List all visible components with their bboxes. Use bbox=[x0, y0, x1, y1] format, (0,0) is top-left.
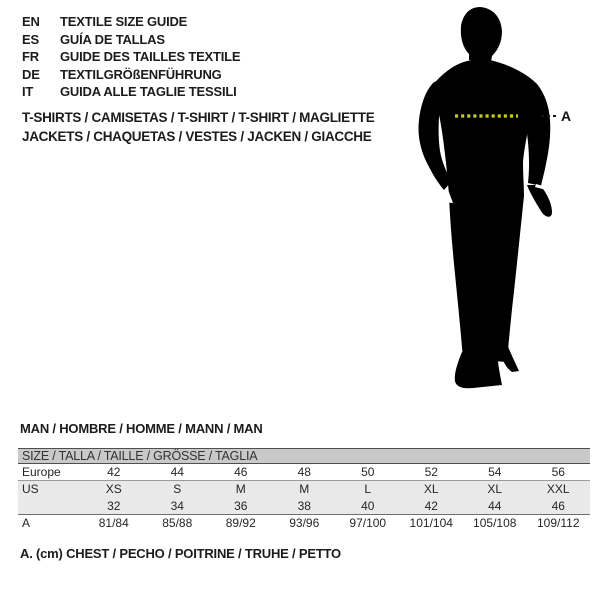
row-label: A bbox=[22, 516, 31, 531]
size-cell: 52 bbox=[424, 465, 438, 479]
language-code: DE bbox=[22, 66, 40, 82]
table-row-europe bbox=[18, 464, 590, 481]
language-code: ES bbox=[22, 31, 39, 47]
language-code: FR bbox=[22, 49, 39, 65]
size-cell: XL bbox=[423, 482, 439, 497]
size-cell: S bbox=[173, 482, 182, 497]
silhouette-legs bbox=[449, 196, 524, 362]
language-code: EN bbox=[22, 14, 40, 30]
size-cell: 89/92 bbox=[225, 516, 256, 531]
size-cell: M bbox=[235, 482, 246, 497]
silhouette-right-hand bbox=[527, 185, 552, 217]
size-cell: XL bbox=[487, 482, 503, 497]
language-label: TEXTILE SIZE GUIDE bbox=[60, 14, 188, 30]
table-row-chest-cm bbox=[18, 515, 590, 532]
measure-label-a: A bbox=[561, 108, 572, 124]
language-row-es bbox=[22, 31, 240, 49]
size-cell: XS bbox=[105, 482, 122, 497]
language-list bbox=[22, 13, 240, 101]
size-cell: 105/108 bbox=[473, 516, 517, 531]
size-cell: 81/84 bbox=[98, 516, 129, 531]
size-cell: 34 bbox=[170, 498, 184, 513]
measurement-footnote: A. (cm) CHEST / PECHO / POITRINE / TRUHE / PETTO bbox=[20, 546, 341, 561]
section-title-man: MAN / HOMBRE / HOMME / MANN / MAN bbox=[20, 421, 263, 436]
size-cell: 54 bbox=[488, 465, 502, 479]
size-cell: 32 bbox=[107, 498, 121, 513]
size-cell: 40 bbox=[361, 498, 375, 513]
garment-categories bbox=[22, 108, 374, 146]
language-label: TEXTILGRÖßENFÜHRUNG bbox=[60, 66, 222, 82]
size-cell: 109/112 bbox=[537, 516, 580, 531]
size-cell: 46 bbox=[551, 498, 565, 513]
size-cell: 50 bbox=[361, 465, 375, 479]
size-cell: 38 bbox=[297, 498, 311, 513]
category-line-tshirts: T-SHIRTS / CAMISETAS / T-SHIRT / T-SHIRT / MAGLIETTE bbox=[22, 110, 375, 125]
size-cell: 97/100 bbox=[349, 516, 387, 531]
row-label: Europe bbox=[22, 465, 61, 479]
man-silhouette bbox=[400, 4, 580, 396]
silhouette-head bbox=[461, 7, 502, 62]
size-cell: 42 bbox=[424, 498, 438, 513]
size-cell: XXL bbox=[546, 482, 570, 497]
size-cell: 101/104 bbox=[409, 516, 453, 531]
silhouette-front-foot bbox=[455, 352, 502, 388]
size-table bbox=[18, 448, 590, 532]
table-header-label: SIZE / TALLA / TAILLE / GRÖSSE / TAGLIA bbox=[18, 449, 590, 464]
size-cell: 36 bbox=[234, 498, 248, 513]
size-cell: 46 bbox=[234, 465, 248, 479]
size-cell: 56 bbox=[551, 465, 565, 479]
size-cell: 44 bbox=[170, 465, 184, 479]
size-cell: 93/96 bbox=[289, 516, 320, 531]
language-row-it bbox=[22, 83, 240, 101]
size-cell: 48 bbox=[297, 465, 311, 479]
table-row-us bbox=[18, 481, 590, 498]
size-cell: L bbox=[364, 482, 372, 497]
language-code: IT bbox=[22, 84, 34, 100]
language-row-de bbox=[22, 66, 240, 84]
size-cell: 42 bbox=[107, 465, 121, 479]
table-row-numeric bbox=[18, 498, 590, 515]
language-label: GUIDA ALLE TAGLIE TESSILI bbox=[60, 84, 237, 100]
language-row-en bbox=[22, 13, 240, 31]
row-label: US bbox=[22, 482, 39, 497]
silhouette-back-foot bbox=[500, 344, 519, 372]
row-label bbox=[18, 498, 82, 515]
language-label: GUÍA DE TALLAS bbox=[60, 31, 165, 47]
language-row-fr bbox=[22, 48, 240, 66]
language-label: GUIDE DES TAILLES TEXTILE bbox=[60, 49, 241, 65]
size-cell: M bbox=[299, 482, 310, 497]
table-header-row bbox=[18, 449, 590, 464]
size-cell: 44 bbox=[488, 498, 502, 513]
size-cell: 85/88 bbox=[162, 516, 193, 531]
category-line-jackets: JACKETS / CHAQUETAS / VESTES / JACKEN / GIACCHE bbox=[22, 129, 372, 144]
silhouette-right-arm bbox=[525, 84, 550, 186]
